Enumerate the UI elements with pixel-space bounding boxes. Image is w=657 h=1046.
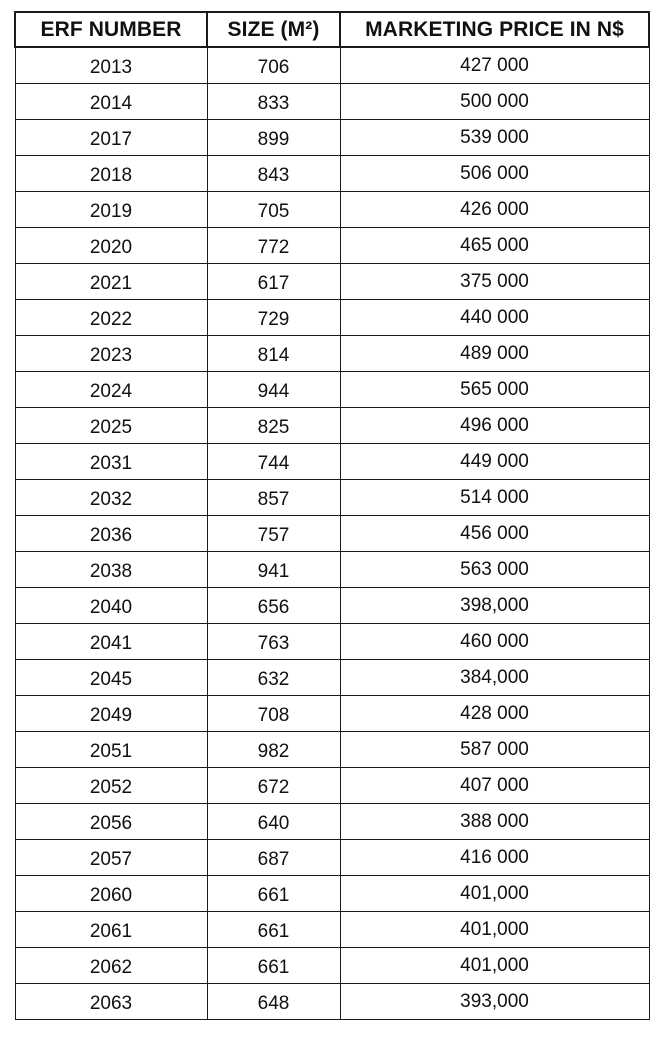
erf-number-cell: 2025 bbox=[15, 408, 207, 444]
size-cell: 757 bbox=[207, 516, 340, 552]
erf-price-sheet bbox=[14, 11, 648, 1020]
erf-number-cell: 2063 bbox=[15, 984, 207, 1020]
erf-number-cell: 2013 bbox=[15, 47, 207, 84]
table-row bbox=[15, 84, 649, 120]
table-row bbox=[15, 228, 649, 264]
size-cell: 941 bbox=[207, 552, 340, 588]
header-row bbox=[15, 12, 649, 47]
erf-number-cell: 2024 bbox=[15, 372, 207, 408]
table-row bbox=[15, 156, 649, 192]
size-cell: 843 bbox=[207, 156, 340, 192]
table-row bbox=[15, 444, 649, 480]
price-cell: 428 000 bbox=[340, 696, 649, 732]
size-cell: 706 bbox=[207, 47, 340, 84]
table-row bbox=[15, 588, 649, 624]
size-cell: 944 bbox=[207, 372, 340, 408]
table-row bbox=[15, 300, 649, 336]
erf-number-cell: 2040 bbox=[15, 588, 207, 624]
erf-number-cell: 2036 bbox=[15, 516, 207, 552]
table-row bbox=[15, 804, 649, 840]
table-row bbox=[15, 480, 649, 516]
size-cell: 632 bbox=[207, 660, 340, 696]
table-row bbox=[15, 984, 649, 1020]
price-cell: 460 000 bbox=[340, 624, 649, 660]
erf-number-cell: 2062 bbox=[15, 948, 207, 984]
size-cell: 708 bbox=[207, 696, 340, 732]
price-cell: 393,000 bbox=[340, 984, 649, 1020]
size-cell: 729 bbox=[207, 300, 340, 336]
price-cell: 375 000 bbox=[340, 264, 649, 300]
erf-number-cell: 2041 bbox=[15, 624, 207, 660]
table-row bbox=[15, 47, 649, 84]
table-row bbox=[15, 408, 649, 444]
erf-number-cell: 2020 bbox=[15, 228, 207, 264]
price-cell: 489 000 bbox=[340, 336, 649, 372]
erf-number-cell: 2051 bbox=[15, 732, 207, 768]
price-cell: 456 000 bbox=[340, 516, 649, 552]
size-cell: 833 bbox=[207, 84, 340, 120]
table-row bbox=[15, 264, 649, 300]
price-cell: 416 000 bbox=[340, 840, 649, 876]
price-cell: 500 000 bbox=[340, 84, 649, 120]
table-row bbox=[15, 372, 649, 408]
price-cell: 401,000 bbox=[340, 948, 649, 984]
erf-number-cell: 2045 bbox=[15, 660, 207, 696]
price-cell: 398,000 bbox=[340, 588, 649, 624]
table-row bbox=[15, 912, 649, 948]
size-cell: 661 bbox=[207, 948, 340, 984]
size-cell: 661 bbox=[207, 876, 340, 912]
size-cell: 617 bbox=[207, 264, 340, 300]
erf-number-cell: 2052 bbox=[15, 768, 207, 804]
price-cell: 449 000 bbox=[340, 444, 649, 480]
price-cell: 401,000 bbox=[340, 912, 649, 948]
size-cell: 763 bbox=[207, 624, 340, 660]
size-cell: 672 bbox=[207, 768, 340, 804]
size-cell: 640 bbox=[207, 804, 340, 840]
header-size: SIZE (M²) bbox=[207, 12, 340, 47]
table-row bbox=[15, 696, 649, 732]
price-cell: 539 000 bbox=[340, 120, 649, 156]
erf-number-cell: 2018 bbox=[15, 156, 207, 192]
table-row bbox=[15, 552, 649, 588]
price-cell: 426 000 bbox=[340, 192, 649, 228]
price-cell: 401,000 bbox=[340, 876, 649, 912]
table-row bbox=[15, 660, 649, 696]
erf-number-cell: 2023 bbox=[15, 336, 207, 372]
erf-number-cell: 2019 bbox=[15, 192, 207, 228]
erf-number-cell: 2061 bbox=[15, 912, 207, 948]
table-row bbox=[15, 336, 649, 372]
table-body bbox=[15, 47, 649, 1020]
table-row bbox=[15, 732, 649, 768]
erf-number-cell: 2038 bbox=[15, 552, 207, 588]
price-cell: 465 000 bbox=[340, 228, 649, 264]
size-cell: 857 bbox=[207, 480, 340, 516]
size-cell: 825 bbox=[207, 408, 340, 444]
price-cell: 565 000 bbox=[340, 372, 649, 408]
erf-number-cell: 2056 bbox=[15, 804, 207, 840]
erf-number-cell: 2032 bbox=[15, 480, 207, 516]
price-cell: 407 000 bbox=[340, 768, 649, 804]
size-cell: 687 bbox=[207, 840, 340, 876]
erf-number-cell: 2014 bbox=[15, 84, 207, 120]
header-marketing-price: MARKETING PRICE IN N$ bbox=[340, 12, 649, 47]
size-cell: 744 bbox=[207, 444, 340, 480]
size-cell: 656 bbox=[207, 588, 340, 624]
table-row bbox=[15, 516, 649, 552]
price-cell: 384,000 bbox=[340, 660, 649, 696]
price-cell: 563 000 bbox=[340, 552, 649, 588]
erf-number-cell: 2021 bbox=[15, 264, 207, 300]
erf-number-cell: 2017 bbox=[15, 120, 207, 156]
erf-number-cell: 2057 bbox=[15, 840, 207, 876]
table-row bbox=[15, 876, 649, 912]
size-cell: 705 bbox=[207, 192, 340, 228]
table-row bbox=[15, 840, 649, 876]
erf-number-cell: 2060 bbox=[15, 876, 207, 912]
erf-number-cell: 2049 bbox=[15, 696, 207, 732]
price-cell: 427 000 bbox=[340, 47, 649, 84]
price-cell: 587 000 bbox=[340, 732, 649, 768]
header-erf-number: ERF NUMBER bbox=[15, 12, 207, 47]
price-cell: 440 000 bbox=[340, 300, 649, 336]
size-cell: 814 bbox=[207, 336, 340, 372]
erf-number-cell: 2031 bbox=[15, 444, 207, 480]
table-row bbox=[15, 192, 649, 228]
table-header bbox=[15, 12, 649, 47]
size-cell: 982 bbox=[207, 732, 340, 768]
price-cell: 514 000 bbox=[340, 480, 649, 516]
erf-price-table bbox=[14, 11, 650, 1020]
erf-number-cell: 2022 bbox=[15, 300, 207, 336]
price-cell: 506 000 bbox=[340, 156, 649, 192]
size-cell: 899 bbox=[207, 120, 340, 156]
size-cell: 661 bbox=[207, 912, 340, 948]
table-row bbox=[15, 948, 649, 984]
price-cell: 388 000 bbox=[340, 804, 649, 840]
table-row bbox=[15, 768, 649, 804]
size-cell: 772 bbox=[207, 228, 340, 264]
size-cell: 648 bbox=[207, 984, 340, 1020]
price-cell: 496 000 bbox=[340, 408, 649, 444]
table-row bbox=[15, 624, 649, 660]
table-row bbox=[15, 120, 649, 156]
